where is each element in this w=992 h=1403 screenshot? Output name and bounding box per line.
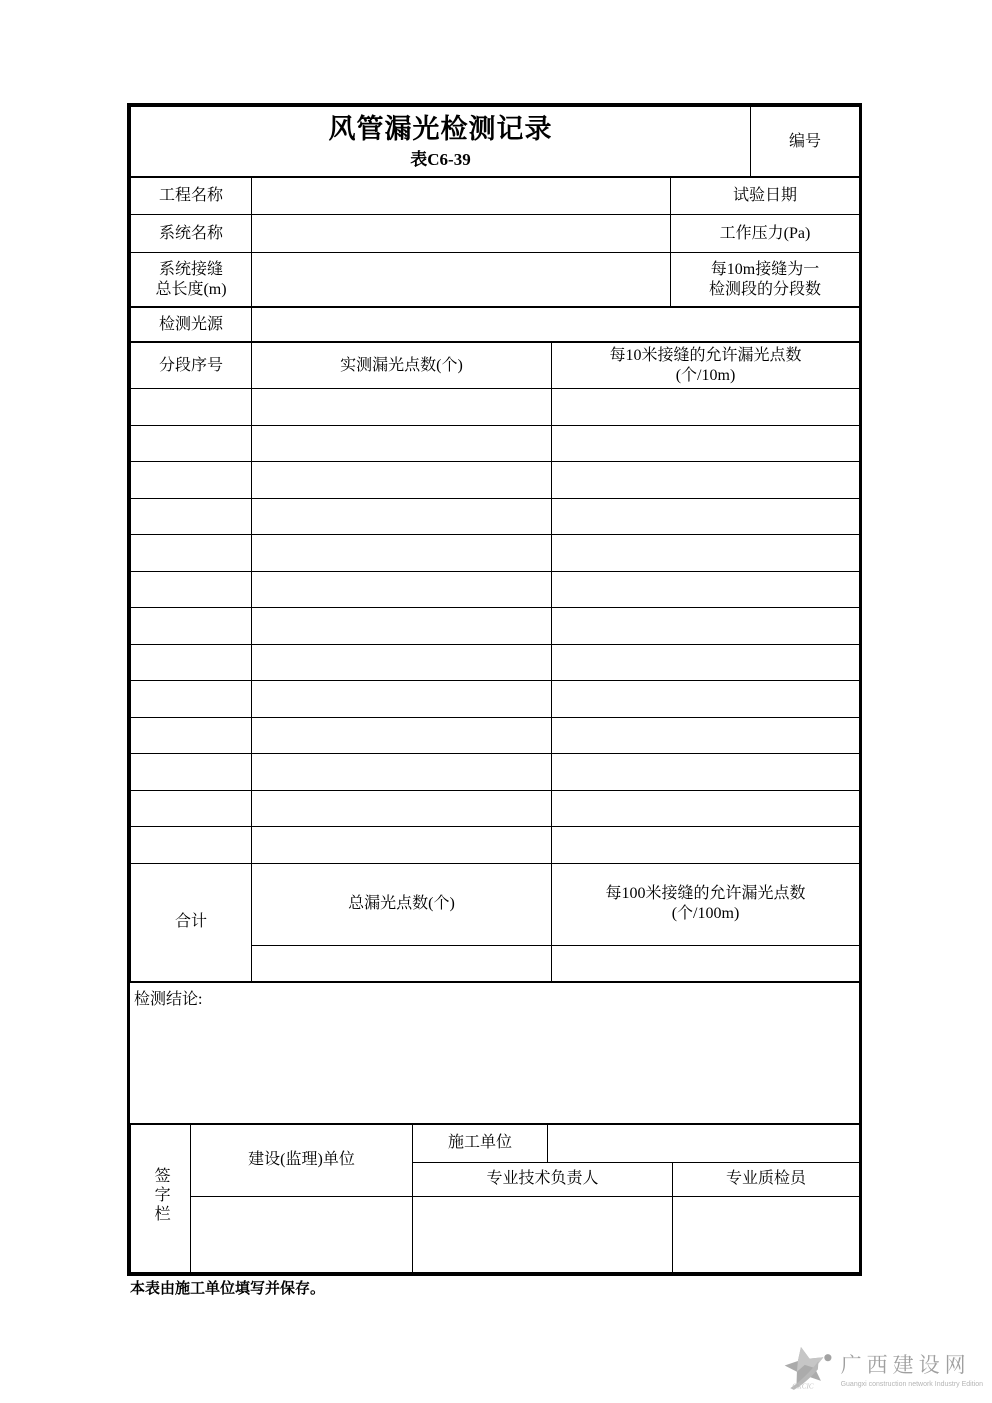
total-points-value-cell — [252, 945, 552, 981]
form-title: 风管漏光检测记录 — [328, 114, 553, 145]
logo-script-text: GXCIC — [792, 1382, 814, 1391]
light-source-value-cell — [252, 308, 860, 342]
light-source-table — [130, 307, 860, 342]
project-name-label: 工程名称 — [131, 178, 252, 215]
measured-points-cell — [252, 425, 552, 462]
footer-note: 本表由施工单位填写并保存。 — [130, 1280, 326, 1297]
total-allowed-value-cell — [552, 945, 860, 981]
signature-column-cell — [131, 1124, 191, 1272]
measured-points-cell — [252, 608, 552, 645]
allowed-points-cell — [552, 389, 860, 426]
system-name-label: 系统名称 — [131, 215, 252, 253]
system-name-value-cell — [252, 215, 671, 253]
segment-no-cell — [131, 717, 252, 754]
segment-row — [131, 717, 860, 754]
measured-points-cell — [252, 681, 552, 718]
allowed-points-cell — [552, 717, 860, 754]
star-logo-icon — [778, 1337, 837, 1399]
measured-points-cell — [252, 462, 552, 499]
total-allowed-header — [552, 863, 860, 945]
segment-no-cell — [131, 535, 252, 572]
conclusion-label: 检测结论: — [134, 990, 203, 1008]
allowed-points-cell — [552, 571, 860, 608]
segment-row — [131, 754, 860, 791]
title-table — [130, 106, 860, 177]
segment-row — [131, 644, 860, 681]
allowed-points-cell — [552, 681, 860, 718]
watermark-text-block — [841, 1349, 983, 1388]
qc-signature-cell — [673, 1196, 860, 1272]
measured-points-cell — [252, 827, 552, 864]
allowed-points-header-line1: 每10米接缝的允许漏光点数 — [609, 346, 802, 364]
segment-no-cell — [131, 425, 252, 462]
total-points-header: 总漏光点数(个) — [252, 863, 552, 945]
segment-row — [131, 535, 860, 572]
segment-no-cell — [131, 790, 252, 827]
segment-rows-body — [131, 389, 860, 864]
light-source-label: 检测光源 — [131, 308, 252, 342]
segment-no-cell — [131, 754, 252, 791]
number-label-cell: 编号 — [751, 107, 860, 177]
segment-row — [131, 571, 860, 608]
seam-length-label — [131, 253, 252, 307]
allowed-points-header — [552, 343, 860, 389]
segment-no-cell — [131, 462, 252, 499]
segment-no-cell — [131, 827, 252, 864]
allowed-points-cell — [552, 790, 860, 827]
allowed-points-cell — [552, 644, 860, 681]
test-date-label: 试验日期 — [671, 178, 860, 215]
segment-row — [131, 608, 860, 645]
segment-no-cell — [131, 681, 252, 718]
duct-leak-test-form — [127, 103, 862, 1276]
segment-row — [131, 389, 860, 426]
title-cell — [131, 107, 751, 177]
allowed-points-cell — [552, 425, 860, 462]
seam-length-value-cell — [252, 253, 671, 307]
conclusion-box — [130, 982, 859, 1124]
watermark-subtitle: Guangxi construction network Industry Edition — [840, 1380, 983, 1388]
allowed-points-cell — [552, 608, 860, 645]
total-allowed-header-line2: (个/100m) — [671, 905, 740, 922]
allowed-points-cell — [552, 827, 860, 864]
form-code: 表C6-39 — [410, 149, 471, 169]
segment-row — [131, 681, 860, 718]
allowed-points-cell — [552, 498, 860, 535]
segment-row — [131, 425, 860, 462]
segment-no-cell — [131, 571, 252, 608]
segment-row — [131, 462, 860, 499]
allowed-points-cell — [552, 754, 860, 791]
measured-points-header: 实测漏光点数(个) — [252, 343, 552, 389]
allowed-points-header-line2: (个/10m) — [675, 366, 736, 384]
segment-count-label-line2: 检测段的分段数 — [708, 280, 821, 298]
segment-count-label — [671, 253, 860, 307]
segment-no-cell — [131, 389, 252, 426]
builder-unit-label: 建设(监理)单位 — [191, 1124, 413, 1196]
measured-points-cell — [252, 644, 552, 681]
segment-no-cell — [131, 498, 252, 535]
measured-points-cell — [252, 571, 552, 608]
watermark-logo — [778, 1336, 983, 1400]
info-table — [130, 177, 860, 307]
segment-row — [131, 827, 860, 864]
tech-lead-label: 专业技术负责人 — [413, 1162, 673, 1196]
measured-points-cell — [252, 790, 552, 827]
constructor-unit-value-cell — [548, 1124, 860, 1162]
measured-points-cell — [252, 389, 552, 426]
segment-no-cell — [131, 644, 252, 681]
qc-inspector-label: 专业质检员 — [673, 1162, 860, 1196]
watermark-name: 广西建设网 — [840, 1352, 971, 1377]
segment-table — [130, 342, 860, 982]
signature-table — [130, 1124, 860, 1273]
total-label: 合计 — [131, 863, 252, 981]
signature-column-label: 签字栏 — [152, 1166, 170, 1224]
measured-points-cell — [252, 717, 552, 754]
builder-signature-cell — [191, 1196, 413, 1272]
measured-points-cell — [252, 535, 552, 572]
segment-count-label-line1: 每10m接缝为一 — [710, 260, 820, 278]
constructor-unit-label: 施工单位 — [413, 1124, 548, 1162]
project-name-value-cell — [252, 178, 671, 215]
working-pressure-label: 工作压力(Pa) — [671, 215, 860, 253]
segment-no-header: 分段序号 — [131, 343, 252, 389]
segment-row — [131, 790, 860, 827]
segment-no-cell — [131, 608, 252, 645]
measured-points-cell — [252, 498, 552, 535]
allowed-points-cell — [552, 535, 860, 572]
seam-length-label-line1: 系统接缝 — [158, 260, 223, 278]
measured-points-cell — [252, 754, 552, 791]
allowed-points-cell — [552, 462, 860, 499]
tech-lead-signature-cell — [413, 1196, 673, 1272]
seam-length-label-line2: 总长度(m) — [155, 280, 227, 298]
segment-row — [131, 498, 860, 535]
total-allowed-header-line1: 每100米接缝的允许漏光点数 — [605, 885, 806, 902]
